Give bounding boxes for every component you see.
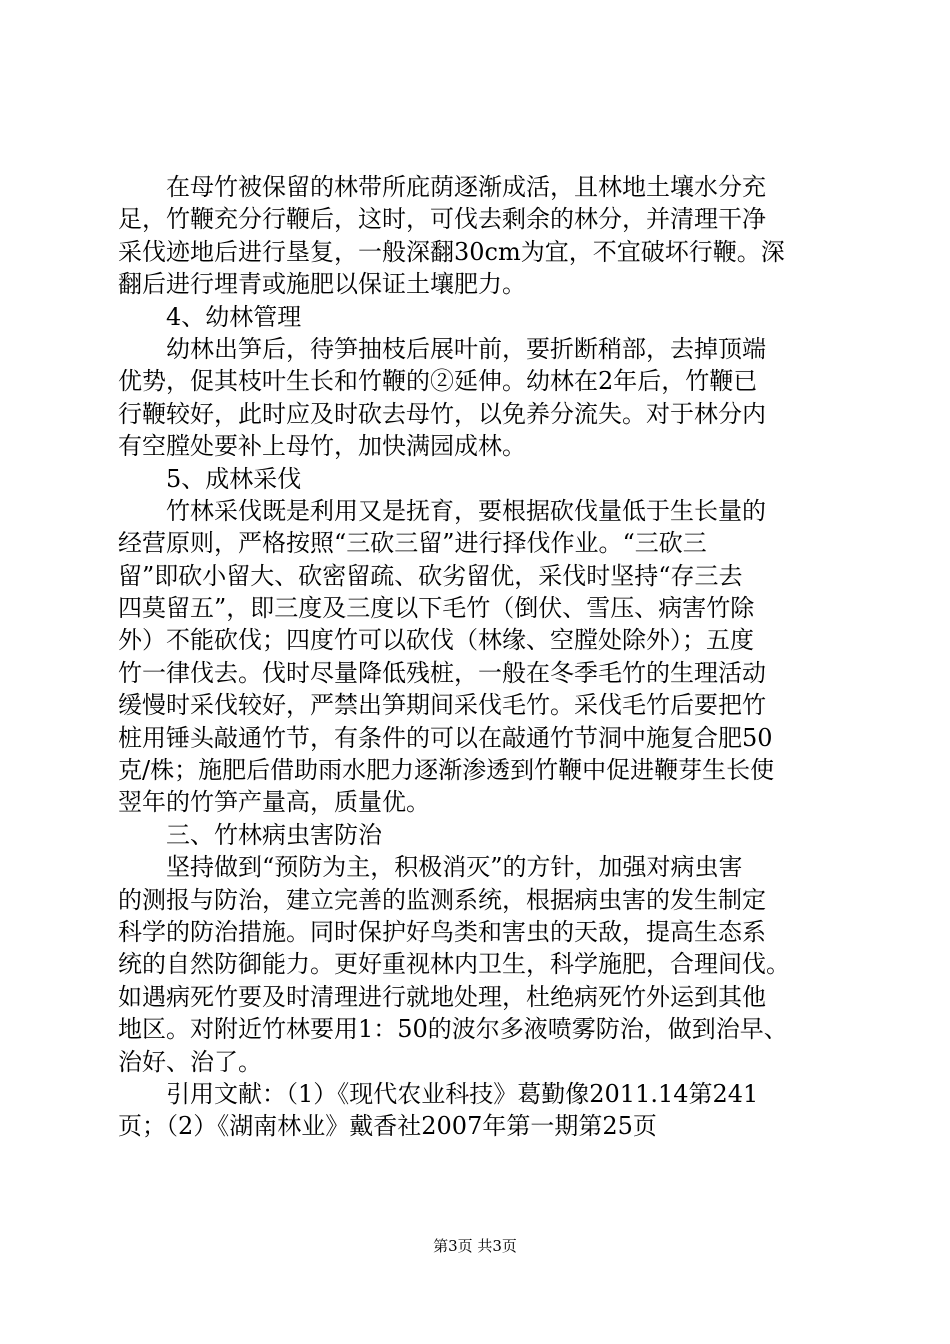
section-heading: 4、幼林管理 [118,302,302,331]
text-line: 翻后进行埋青或施肥以保证土壤肥力。 [118,270,526,299]
text-line: 行鞭较好，此时应及时砍去母竹，以免养分流失。对于林分内 [118,399,766,428]
text-line: 如遇病死竹要及时清理进行就地处理，杜绝病死竹外运到其他 [118,982,766,1011]
text-line: 竹林采伐既是利用又是抚育，要根据砍伐量低于生长量的 [118,496,766,525]
text-line: 统的自然防御能力。更好重视林内卫生，科学施肥，合理间伐。 [118,950,790,979]
text-line: 外）不能砍伐；四度竹可以砍伐（林缘、空膛处除外）；五度 [118,626,754,655]
text-line: 经营原则，严格按照“三砍三留”进行择伐作业。“三砍三 [118,529,707,558]
text-line: 治好、治了。 [118,1047,262,1076]
body-text [118,171,838,1143]
text-line: 幼林出笋后，待笋抽枝后展叶前，要折断稍部，去掉顶端 [118,334,766,363]
page-number-footer: 第3页 共3页 [433,1237,517,1255]
text-line: 翌年的竹笋产量高，质量优。 [118,788,430,817]
text-line: 坚持做到“预防为主，积极消灭”的方针，加强对病虫害 [118,853,743,882]
section-heading: 三、竹林病虫害防治 [118,820,382,849]
reference-line: 引用文献：（1）《现代农业科技》葛勤像2011.14第241 [118,1079,759,1108]
text-line: 的测报与防治，建立完善的监测系统，根据病虫害的发生制定 [118,885,766,914]
section-heading: 5、成林采伐 [118,464,302,493]
text-line: 四莫留五”，即三度及三度以下毛竹（倒伏、雪压、病害竹除 [118,594,755,623]
text-line: 留”即砍小留大、砍密留疏、砍劣留优，采伐时坚持“存三去 [118,561,743,590]
text-line: 缓慢时采伐较好，严禁出笋期间采伐毛竹。采伐毛竹后要把竹 [118,691,766,720]
text-line: 竹一律伐去。伐时尽量降低残桩，一般在冬季毛竹的生理活动 [118,658,766,687]
reference-line: 页；（2）《湖南林业》戴香社2007年第一期第25页 [118,1112,657,1141]
text-line: 科学的防治措施。同时保护好鸟类和害虫的天敌，提高生态系 [118,917,766,946]
text-line: 地区。对附近竹林要用1：50的波尔多液喷雾防治，做到治早、 [118,1015,788,1044]
text-line: 桩用锤头敲通竹节，有条件的可以在敲通竹节洞中施复合肥50 [118,723,773,752]
text-line: 克/株；施肥后借助雨水肥力逐渐渗透到竹鞭中促进鞭芽生长使 [118,756,775,785]
text-line: 有空膛处要补上母竹，加快满园成林。 [118,432,526,461]
text-line: 在母竹被保留的林带所庇荫逐渐成活，且林地土壤水分充 [118,173,766,201]
text-line: 采伐迹地后进行垦复，一般深翻30cm为宜，不宜破坏行鞭。深 [118,237,785,266]
text-line: 足，竹鞭充分行鞭后，这时，可伐去剩余的林分，并清理干净 [118,205,766,234]
text-line: 优势，促其枝叶生长和竹鞭的②延伸。幼林在2年后，竹鞭已 [118,367,758,396]
